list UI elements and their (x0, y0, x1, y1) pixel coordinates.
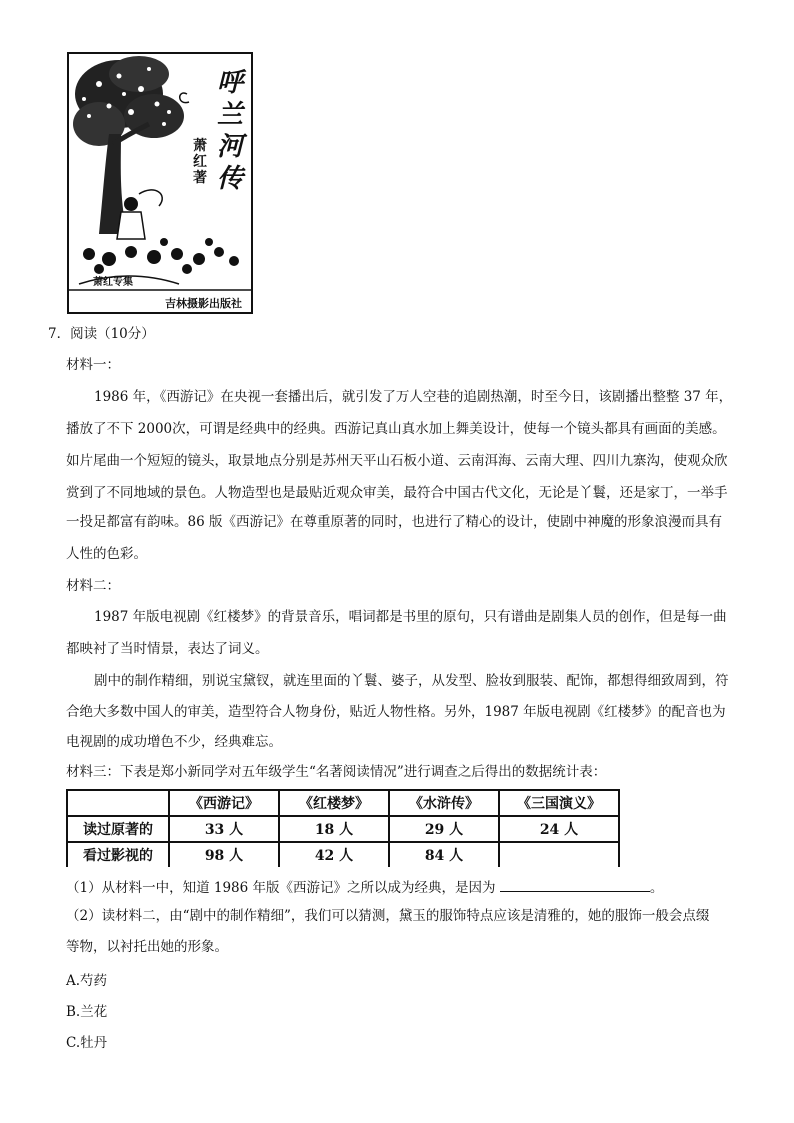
question-heading: 7．阅读（10分） (48, 326, 155, 342)
option-b[interactable]: B.兰花 (66, 1004, 108, 1020)
material1-line: 赏到了不同地域的景色。人物造型也是最贴近观众审美，最符合中国古代文化，无论是丫鬟，还是家丁，一举手 (66, 485, 728, 501)
material2-line: 电视剧的成功增色不少，经典难忘。 (66, 734, 282, 750)
table-row (67, 816, 619, 842)
table-header-cell: 《三国演义》 (499, 790, 619, 816)
material2-line: 剧中的制作精细，别说宝黛钗，就连里面的丫鬟、婆子，从发型、脸妆到服装、配饰，都想得细致周到，符 (94, 673, 729, 689)
table-cell: 98 人 (169, 842, 279, 867)
table-cell: 84 人 (389, 842, 499, 867)
table-header-cell (67, 790, 169, 816)
cover-badge: 萧红专集 (93, 277, 133, 288)
material1-line: 人性的色彩。 (66, 546, 147, 562)
table-cell: 18 人 (279, 816, 389, 842)
table-cell: 24 人 (499, 816, 619, 842)
material1-line: 1986 年，《西游记》在央视一套播出后，就引发了万人空巷的追剧热潮，时至今日，该剧播出整整 37 年， (94, 389, 733, 405)
material1-label: 材料一： (66, 357, 120, 373)
answer-blank[interactable] (500, 877, 650, 892)
subquestion-2-line: （2）读材料二，由“剧中的制作精细”，我们可以猜测，黛玉的服饰特点应该是清雅的，她的服饰一般会点缀 (66, 908, 710, 924)
table-cell: 读过原著的 (67, 816, 169, 842)
cover-publisher: 吉林摄影出版社 (165, 297, 242, 310)
table-cell: 看过影视的 (67, 842, 169, 867)
cover-author-char: 红 (193, 154, 207, 170)
material3-intro: 材料三：下表是郑小新同学对五年级学生“名著阅读情况”进行调查之后得出的数据统计表： (66, 764, 607, 780)
option-c[interactable]: C.牡丹 (66, 1035, 108, 1051)
reading-stats-table (66, 789, 620, 867)
table-header-row (67, 790, 619, 816)
cover-title-char: 传 (216, 164, 243, 194)
option-a[interactable]: A.芍药 (66, 973, 108, 989)
material1-line: 一投足都富有韵味。86 版《西游记》在尊重原著的同时，也进行了精心的设计，使剧中神魔的形象浪漫而具有 (66, 514, 722, 530)
cover-title-char: 河 (216, 132, 243, 162)
material2-label: 材料二： (66, 578, 120, 594)
subquestion-1-end: 。 (649, 880, 664, 896)
table-header-cell: 《红楼梦》 (279, 790, 389, 816)
table-cell: 33 人 (169, 816, 279, 842)
material2-line: 1987 年版电视剧《红楼梦》的背景音乐，唱词都是书里的原句，只有谱曲是剧集人员的创作，但是每一曲 (94, 609, 727, 625)
material2-line: 都映衬了当时情景，表达了词义。 (66, 641, 269, 657)
table-header-cell: 《西游记》 (169, 790, 279, 816)
table-cell: 29 人 (389, 816, 499, 842)
subquestion-2-line: 等物，以衬托出她的形象。 (66, 939, 228, 955)
table-cell (499, 842, 619, 867)
material1-line: 播放了不下 2000次，可谓是经典中的经典。西游记真山真水加上舞美设计，使每一个镜头都具有画面的美感。 (66, 421, 726, 437)
table-cell: 42 人 (279, 842, 389, 867)
subquestion-1 (66, 877, 663, 897)
cover-title-char: 兰 (216, 100, 243, 130)
material2-line: 合绝大多数中国人的审美，造型符合人物身份，贴近人物性格。另外，1987 年版电视剧《红楼梦》的配音也为 (66, 704, 726, 720)
cover-author-char: 著 (193, 170, 207, 186)
cover-title-char: 呼 (216, 68, 243, 98)
table-header-cell: 《水浒传》 (389, 790, 499, 816)
table-row (67, 842, 619, 867)
cover-author-char: 萧 (193, 138, 207, 154)
material1-line: 如片尾曲一个短短的镜头，取景地点分别是苏州天平山石板小道、云南洱海、云南大理、四川九寨沟，使观众欣 (66, 453, 728, 469)
subquestion-1-text: （1）从材料一中，知道 1986 年版《西游记》之所以成为经典，是因为 (66, 880, 496, 896)
book-cover-image (67, 52, 253, 314)
